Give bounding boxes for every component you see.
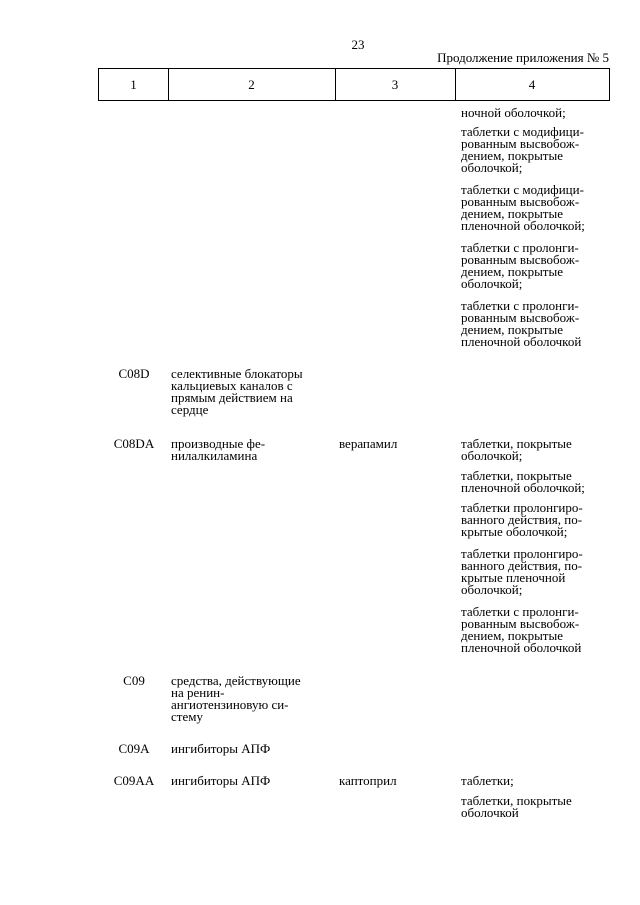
form-line: ночной оболочкой; — [461, 105, 566, 120]
form-line: таблетки с пролонги- рованным высвобож- дением, покрытые пленочной оболочкой — [461, 604, 582, 655]
form-line: таблетки с пролонги- рованным высвобож- дением, покрытые пленочной оболочкой — [461, 298, 582, 349]
header-col-3: 3 — [335, 69, 456, 100]
form-line: таблетки, покрытые оболочкой — [461, 793, 572, 820]
drug-name: каптоприл — [339, 773, 397, 788]
continuation-note: Продолжение приложения № 5 — [437, 50, 609, 65]
header-col-1: 1 — [99, 69, 169, 100]
atc-code: C09AA — [113, 773, 155, 788]
form-line: таблетки с пролонги- рованным высвобож- дением, покрытые оболочкой; — [461, 240, 580, 291]
atc-code: C08D — [118, 366, 150, 381]
header-col-2: 2 — [168, 69, 336, 100]
group-name: ингибиторы АПФ — [171, 773, 271, 788]
form-line: таблетки; — [461, 773, 514, 788]
atc-code: C08DA — [113, 436, 155, 451]
atc-code: C09 — [123, 673, 145, 688]
header-col-4: 4 — [528, 76, 536, 92]
group-name: производные фе- нилалкиламина — [171, 436, 266, 463]
form-line: таблетки пролонгиро- ванного действия, по- крытые пленочной оболочкой; — [461, 546, 583, 597]
page-number: 23 — [351, 37, 365, 52]
atc-code: C09A — [118, 741, 150, 756]
form-line: таблетки с модифици- рованным высвобож- дением, покрытые оболочкой; — [461, 124, 584, 175]
group-name: средства, действующие на ренин- ангиотензиновую си- стему — [171, 673, 301, 724]
form-line: таблетки, покрытые оболочкой; — [461, 436, 572, 463]
group-name: ингибиторы АПФ — [171, 741, 271, 756]
form-line: таблетки с модифици- рованным высвобож- дением, покрытые пленочной оболочкой; — [461, 182, 585, 233]
form-line: таблетки пролонгиро- ванного действия, по- крытые оболочкой; — [461, 500, 583, 539]
group-name: селективные блокаторы кальциевых каналов с прямым действием на сердце — [171, 366, 303, 417]
drug-name: верапамил — [339, 436, 398, 451]
table-header — [98, 68, 610, 101]
form-line: таблетки, покрытые пленочной оболочкой; — [461, 468, 585, 495]
